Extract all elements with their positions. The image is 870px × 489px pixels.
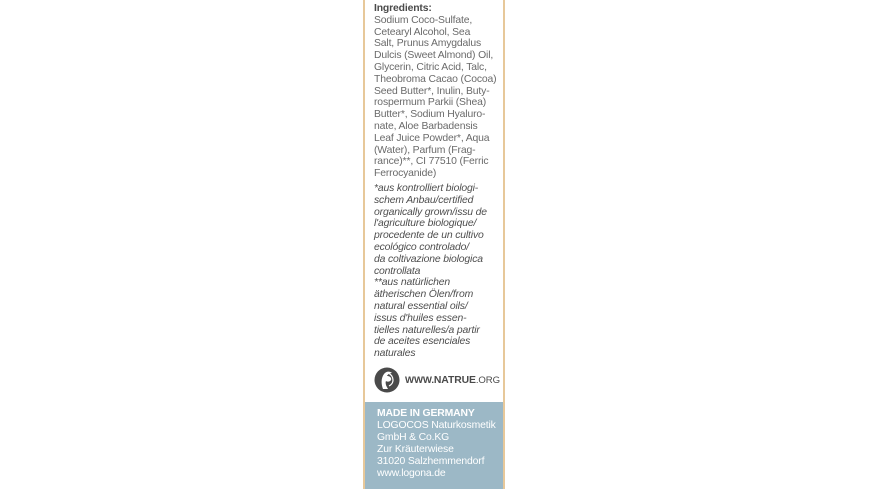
natrue-url-prefix: WWW. — [405, 374, 434, 386]
street-address: Zur Kräuterwiese — [377, 444, 454, 455]
made-in-germany: MADE IN GERMANY — [377, 408, 475, 419]
natrue-face-logo-icon — [374, 367, 400, 393]
natrue-url[interactable] — [405, 375, 500, 386]
natural-oils-footnote: **aus natürlichen ätherischen Ölen/from natural essential oils/ issus d'huiles essen- tielles naturelles/a partir de aceites esenciales naturales — [374, 277, 480, 360]
website-link[interactable]: www.logona.de — [377, 468, 446, 479]
company-name: LOGOCOS Naturkosmetik — [377, 420, 496, 431]
natrue-url-suffix: .ORG — [475, 374, 500, 386]
ingredients-title: Ingredients: — [374, 3, 432, 14]
product-label-panel — [363, 0, 505, 489]
natrue-url-brand: NATRUE — [433, 374, 476, 386]
ingredients-section — [374, 3, 504, 180]
manufacturer-footer — [365, 402, 503, 489]
natrue-certification — [374, 366, 505, 394]
organic-footnote: *aus kontrolliert biologi- schem Anbau/certified organically grown/issu de l'agriculture biologique/ procedente de un cultivo ecológico controlado/ da coltivazione biologica controllata — [374, 183, 487, 277]
ingredients-list: Sodium Coco-Sulfate, Cetearyl Alcohol, Sea Salt, Prunus Amygdalus Dulcis (Sweet Almond) Oil, Glycerin, Citric Acid, Talc, Theobroma Cacao (Cocoa) Seed Butter*, Inulin, Buty- rospermum Parkii (Shea) Butter*, Sodium Hyaluro- nate, Aloe Barbadensis Leaf Juice Powder*, Aqua (Water), Parfum (Frag- rance)**, CI 77510 (Ferric Ferrocyanide) — [374, 14, 497, 180]
city-address: 31020 Salzhemmendorf — [377, 456, 485, 467]
company-legal-form: GmbH & Co.KG — [377, 432, 450, 443]
footnotes-section — [374, 183, 505, 360]
